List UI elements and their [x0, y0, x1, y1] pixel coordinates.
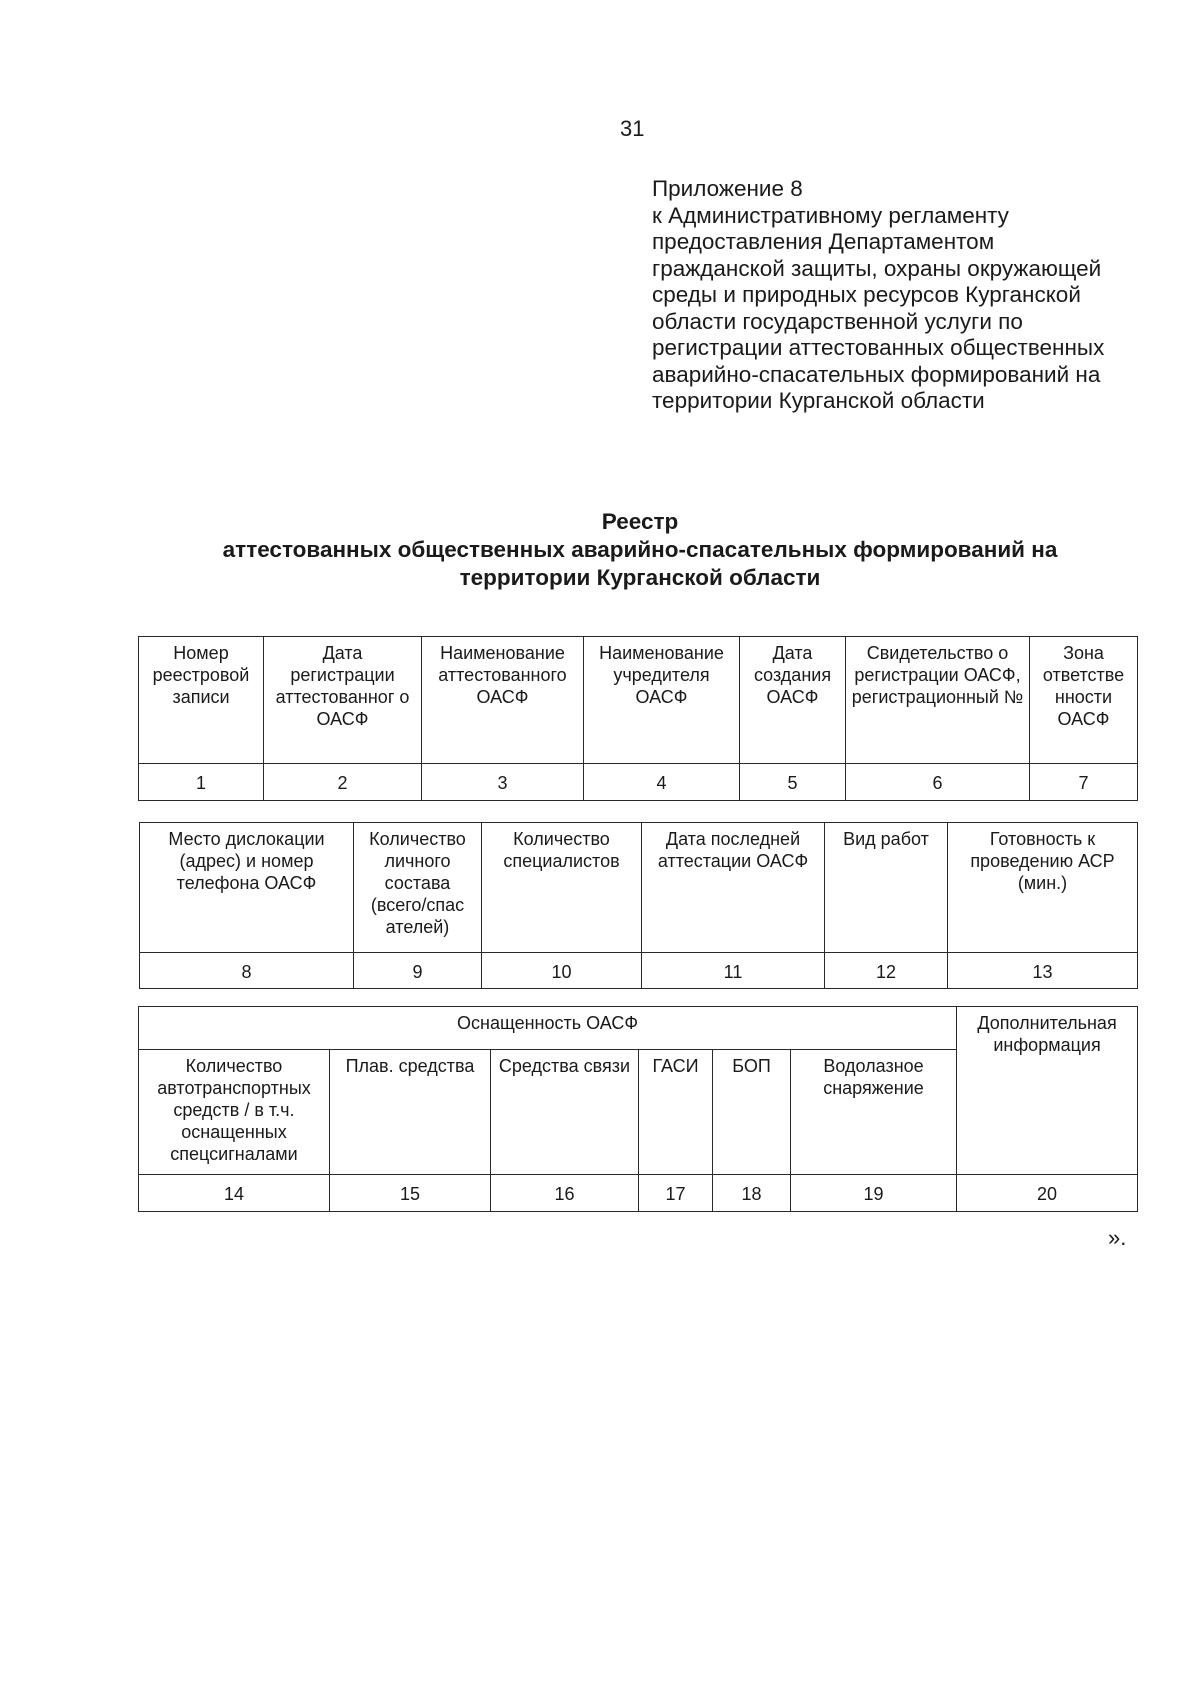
column-number: 11 [642, 953, 825, 989]
registry-table-2 [139, 822, 1138, 989]
header-cell: Количество автотранспортных средств / в т.ч. оснащенных спецсигналами [139, 1050, 330, 1175]
header-cell: БОП [713, 1050, 791, 1175]
appendix-line: предоставления Департаментом [652, 229, 995, 254]
header-cell: Свидетельство о регистрации ОАСФ, регистрационный № [846, 637, 1030, 764]
appendix-line: Приложение 8 [652, 176, 803, 201]
column-number: 20 [957, 1175, 1138, 1212]
document-title [130, 508, 1150, 592]
page-number: 31 [620, 116, 645, 141]
column-number: 15 [330, 1175, 491, 1212]
header-cell: Дата регистрации аттестованног о ОАСФ [264, 637, 422, 764]
column-number: 8 [140, 953, 354, 989]
column-number: 4 [584, 764, 740, 801]
header-cell: Средства связи [491, 1050, 639, 1175]
column-number: 9 [354, 953, 482, 989]
header-cell: Место дислокации (адрес) и номер телефона ОАСФ [140, 823, 354, 953]
column-number: 14 [139, 1175, 330, 1212]
appendix-line: к Административному регламенту [652, 202, 1009, 228]
header-cell: Количество специалистов [482, 823, 642, 953]
column-number: 19 [791, 1175, 957, 1212]
header-cell: Готовность к проведению АСР (мин.) [948, 823, 1138, 953]
column-number: 3 [422, 764, 584, 801]
column-number: 6 [846, 764, 1030, 801]
appendix-line: территории Курганской области [652, 388, 985, 413]
column-number: 5 [740, 764, 846, 801]
column-number: 2 [264, 764, 422, 801]
column-number: 16 [491, 1175, 639, 1212]
header-cell: Водолазное снаряжение [791, 1050, 957, 1175]
appendix-line: аварийно-спасательных формирований на [652, 361, 1101, 387]
closing-quote-mark: ». [1108, 1225, 1127, 1250]
table-group-header-row [139, 1007, 1138, 1050]
registry-table-1 [138, 636, 1138, 801]
appendix-line: области государственной услуги по [652, 308, 1023, 334]
appendix-line: среды и природных ресурсов Курганской [652, 282, 1081, 307]
appendix-line: регистрации аттестованных общественных [652, 335, 1105, 360]
column-number: 10 [482, 953, 642, 989]
title-line: аттестованных общественных аварийно-спасательных формирований на [222, 537, 1058, 562]
column-number: 17 [639, 1175, 713, 1212]
header-cell: Количество личного состава (всего/спас ателей) [354, 823, 482, 953]
header-cell: Дополнительная информация [957, 1007, 1138, 1175]
header-cell: Наименование учредителя ОАСФ [584, 637, 740, 764]
table-header-row [140, 823, 1138, 953]
column-number: 7 [1030, 764, 1138, 801]
registry-table-3 [138, 1006, 1138, 1212]
title-line: территории Курганской области [459, 565, 821, 590]
appendix-note [652, 176, 1152, 415]
column-number: 13 [948, 953, 1138, 989]
column-number: 1 [139, 764, 264, 801]
group-header-cell: Оснащенность ОАСФ [139, 1007, 957, 1050]
column-number-row [140, 953, 1138, 989]
header-cell: Номер реестровой записи [139, 637, 264, 764]
header-cell: Наименование аттестованного ОАСФ [422, 637, 584, 764]
title-line: Реестр [601, 509, 679, 534]
header-cell: Плав. средства [330, 1050, 491, 1175]
column-number-row [139, 764, 1138, 801]
header-cell: Дата последней аттестации ОАСФ [642, 823, 825, 953]
header-cell: Зона ответстве нности ОАСФ [1030, 637, 1138, 764]
column-number-row [139, 1175, 1138, 1212]
table-header-row [139, 637, 1138, 764]
header-cell: Вид работ [825, 823, 948, 953]
column-number: 18 [713, 1175, 791, 1212]
header-cell: Дата создания ОАСФ [740, 637, 846, 764]
column-number: 12 [825, 953, 948, 989]
header-cell: ГАСИ [639, 1050, 713, 1175]
appendix-line: гражданской защиты, охраны окружающей [652, 255, 1102, 281]
